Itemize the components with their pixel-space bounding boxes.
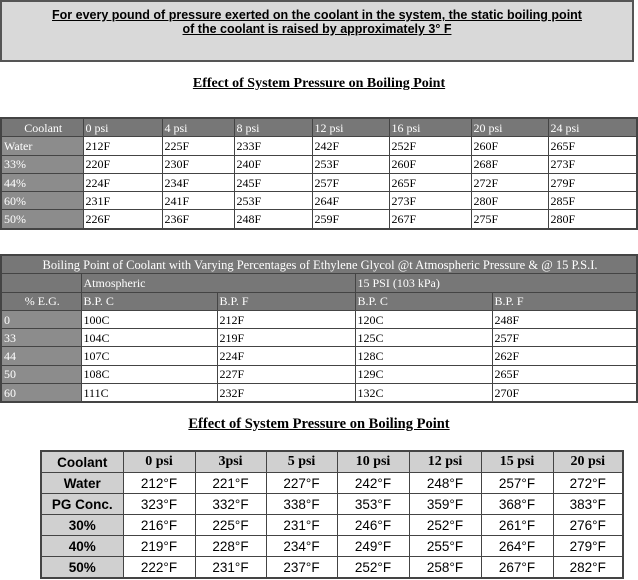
table2-header-cell: B.P. C bbox=[355, 292, 492, 310]
system-pressure-table-fahrenheit bbox=[0, 117, 638, 230]
table-cell: 282°F bbox=[553, 557, 623, 579]
table-cell: 255°F bbox=[409, 536, 481, 557]
table-cell: 368°F bbox=[481, 494, 553, 515]
system-pressure-table-pg bbox=[40, 450, 624, 579]
table-cell: 231°F bbox=[195, 557, 266, 579]
table-cell: 212°F bbox=[123, 473, 195, 494]
psi-group-header: 15 PSI (103 kPa) bbox=[355, 274, 637, 292]
table3-header-cell: 12 psi bbox=[409, 451, 481, 473]
table-cell: 249°F bbox=[337, 536, 409, 557]
row-label: 50 bbox=[1, 365, 81, 383]
table-cell: 216°F bbox=[123, 515, 195, 536]
table-cell: 353°F bbox=[337, 494, 409, 515]
table-cell: 128C bbox=[355, 347, 492, 365]
table-cell: 265F bbox=[389, 173, 471, 191]
table-cell: 253F bbox=[312, 155, 389, 173]
row-label: 50% bbox=[1, 210, 83, 229]
table-cell: 273F bbox=[389, 192, 471, 210]
table-cell: 257°F bbox=[481, 473, 553, 494]
table-cell: 253F bbox=[234, 192, 312, 210]
table2-header-cell: % E.G. bbox=[1, 292, 81, 310]
table-cell: 246°F bbox=[337, 515, 409, 536]
table-cell: 268F bbox=[471, 155, 548, 173]
table3-header-cell: 20 psi bbox=[553, 451, 623, 473]
table-cell: 242F bbox=[312, 137, 389, 155]
table-row bbox=[1, 329, 637, 347]
table3-header-cell: 5 psi bbox=[266, 451, 337, 473]
table-cell: 212F bbox=[217, 310, 355, 328]
row-label: 50% bbox=[41, 557, 123, 579]
table-cell: 234°F bbox=[266, 536, 337, 557]
ethylene-glycol-boiling-table bbox=[0, 254, 638, 403]
table2-title: Boiling Point of Coolant with Varying Percentages of Ethylene Glycol @t Atmospheric Pressure & @ 15 P.S.I. bbox=[1, 255, 637, 274]
table-cell: 132C bbox=[355, 384, 492, 403]
row-label: 40% bbox=[41, 536, 123, 557]
row-label: Water bbox=[41, 473, 123, 494]
table-cell: 248F bbox=[492, 310, 637, 328]
table-cell: 241F bbox=[162, 192, 234, 210]
table-cell: 338°F bbox=[266, 494, 337, 515]
row-label: 0 bbox=[1, 310, 81, 328]
table-cell: 252°F bbox=[337, 557, 409, 579]
table-cell: 285F bbox=[548, 192, 637, 210]
table-cell: 275F bbox=[471, 210, 548, 229]
table-cell: 231°F bbox=[266, 515, 337, 536]
table2-header-cell: B.P. F bbox=[217, 292, 355, 310]
table-cell: 279F bbox=[548, 173, 637, 191]
table-cell: 100C bbox=[81, 310, 217, 328]
table-cell: 225F bbox=[162, 137, 234, 155]
table-cell: 227F bbox=[217, 365, 355, 383]
table-row bbox=[41, 515, 623, 536]
table3-header-cell: 10 psi bbox=[337, 451, 409, 473]
table-cell: 240F bbox=[234, 155, 312, 173]
table-cell: 276°F bbox=[553, 515, 623, 536]
table-cell: 252°F bbox=[409, 515, 481, 536]
table-cell: 323°F bbox=[123, 494, 195, 515]
table-row bbox=[1, 155, 637, 173]
row-label: PG Conc. bbox=[41, 494, 123, 515]
table-cell: 224F bbox=[217, 347, 355, 365]
row-label: 60 bbox=[1, 384, 81, 403]
table-cell: 125C bbox=[355, 329, 492, 347]
banner-line-1: For every pound of pressure exerted on the coolant in the system, the static boiling point bbox=[52, 8, 582, 22]
table-cell: 260F bbox=[471, 137, 548, 155]
row-label: 30% bbox=[41, 515, 123, 536]
table2-header-cell: B.P. F bbox=[492, 292, 637, 310]
table-cell: 267°F bbox=[481, 557, 553, 579]
row-label: 60% bbox=[1, 192, 83, 210]
table1-header-cell: 16 psi bbox=[389, 118, 471, 137]
table-cell: 248F bbox=[234, 210, 312, 229]
table-cell: 230F bbox=[162, 155, 234, 173]
table-cell: 260F bbox=[389, 155, 471, 173]
row-label: 33 bbox=[1, 329, 81, 347]
table-cell: 257F bbox=[492, 329, 637, 347]
table1-title: Effect of System Pressure on Boiling Point bbox=[192, 76, 446, 91]
table-cell: 332°F bbox=[195, 494, 266, 515]
table-cell: 242°F bbox=[337, 473, 409, 494]
table-cell: 233F bbox=[234, 137, 312, 155]
table1-header-cell: 24 psi bbox=[548, 118, 637, 137]
table-cell: 259F bbox=[312, 210, 389, 229]
table-cell: 267F bbox=[389, 210, 471, 229]
table-row bbox=[1, 310, 637, 328]
table-cell: 220F bbox=[83, 155, 162, 173]
table-cell: 222°F bbox=[123, 557, 195, 579]
table-cell: 245F bbox=[234, 173, 312, 191]
table-cell: 225°F bbox=[195, 515, 266, 536]
table1-header-cell: 8 psi bbox=[234, 118, 312, 137]
table-cell: 272°F bbox=[553, 473, 623, 494]
table-cell: 265F bbox=[492, 365, 637, 383]
table-row bbox=[1, 384, 637, 403]
table-cell: 262F bbox=[492, 347, 637, 365]
table-cell: 258°F bbox=[409, 557, 481, 579]
table-cell: 273F bbox=[548, 155, 637, 173]
table-cell: 232F bbox=[217, 384, 355, 403]
table2-blank-cell bbox=[1, 274, 81, 292]
table-cell: 272F bbox=[471, 173, 548, 191]
table1-header-cell: 0 psi bbox=[83, 118, 162, 137]
table-row bbox=[41, 473, 623, 494]
table-cell: 111C bbox=[81, 384, 217, 403]
table-cell: 226F bbox=[83, 210, 162, 229]
table-row bbox=[41, 557, 623, 579]
table3-header-cell: Coolant bbox=[41, 451, 123, 473]
table-cell: 237°F bbox=[266, 557, 337, 579]
table-cell: 120C bbox=[355, 310, 492, 328]
table-cell: 261°F bbox=[481, 515, 553, 536]
row-label: 44 bbox=[1, 347, 81, 365]
table2-header-row bbox=[1, 292, 637, 310]
table3-header-cell: 15 psi bbox=[481, 451, 553, 473]
table-cell: 264F bbox=[312, 192, 389, 210]
table-cell: 107C bbox=[81, 347, 217, 365]
table-cell: 252F bbox=[389, 137, 471, 155]
table3-header-cell: 0 psi bbox=[123, 451, 195, 473]
table-row bbox=[1, 137, 637, 155]
row-label: 44% bbox=[1, 173, 83, 191]
table-cell: 264°F bbox=[481, 536, 553, 557]
table-cell: 221°F bbox=[195, 473, 266, 494]
table-cell: 279°F bbox=[553, 536, 623, 557]
table-cell: 280F bbox=[548, 210, 637, 229]
table-row bbox=[41, 494, 623, 515]
row-label: 33% bbox=[1, 155, 83, 173]
table-cell: 219F bbox=[217, 329, 355, 347]
table3-title: Effect of System Pressure on Boiling Point bbox=[188, 416, 450, 432]
table-cell: 383°F bbox=[553, 494, 623, 515]
table-row bbox=[1, 173, 637, 191]
table-cell: 228°F bbox=[195, 536, 266, 557]
table-cell: 212F bbox=[83, 137, 162, 155]
table-row bbox=[1, 210, 637, 229]
table1-header-row bbox=[1, 118, 637, 137]
table-cell: 280F bbox=[471, 192, 548, 210]
table-cell: 219°F bbox=[123, 536, 195, 557]
table-cell: 265F bbox=[548, 137, 637, 155]
table-cell: 234F bbox=[162, 173, 234, 191]
table-cell: 248°F bbox=[409, 473, 481, 494]
table-cell: 236F bbox=[162, 210, 234, 229]
table3-header-cell: 3psi bbox=[195, 451, 266, 473]
table-cell: 257F bbox=[312, 173, 389, 191]
table-row bbox=[1, 192, 637, 210]
table-row bbox=[1, 347, 637, 365]
table2-header-cell: B.P. C bbox=[81, 292, 217, 310]
banner-line-2: of the coolant is raised by approximately 3° F bbox=[182, 22, 452, 36]
table1-header-cell: 12 psi bbox=[312, 118, 389, 137]
table-cell: 227°F bbox=[266, 473, 337, 494]
table-cell: 224F bbox=[83, 173, 162, 191]
row-label: Water bbox=[1, 137, 83, 155]
table1-header-cell: 4 psi bbox=[162, 118, 234, 137]
table-cell: 231F bbox=[83, 192, 162, 210]
table-row bbox=[1, 365, 637, 383]
table-cell: 108C bbox=[81, 365, 217, 383]
table-row bbox=[41, 536, 623, 557]
pressure-note-banner bbox=[0, 0, 634, 62]
table1-header-cell: 20 psi bbox=[471, 118, 548, 137]
table3-header-row bbox=[41, 451, 623, 473]
table1-header-cell: Coolant bbox=[1, 118, 83, 137]
table-cell: 270F bbox=[492, 384, 637, 403]
atmospheric-group-header: Atmospheric bbox=[81, 274, 355, 292]
table-cell: 359°F bbox=[409, 494, 481, 515]
table-cell: 104C bbox=[81, 329, 217, 347]
table-cell: 129C bbox=[355, 365, 492, 383]
